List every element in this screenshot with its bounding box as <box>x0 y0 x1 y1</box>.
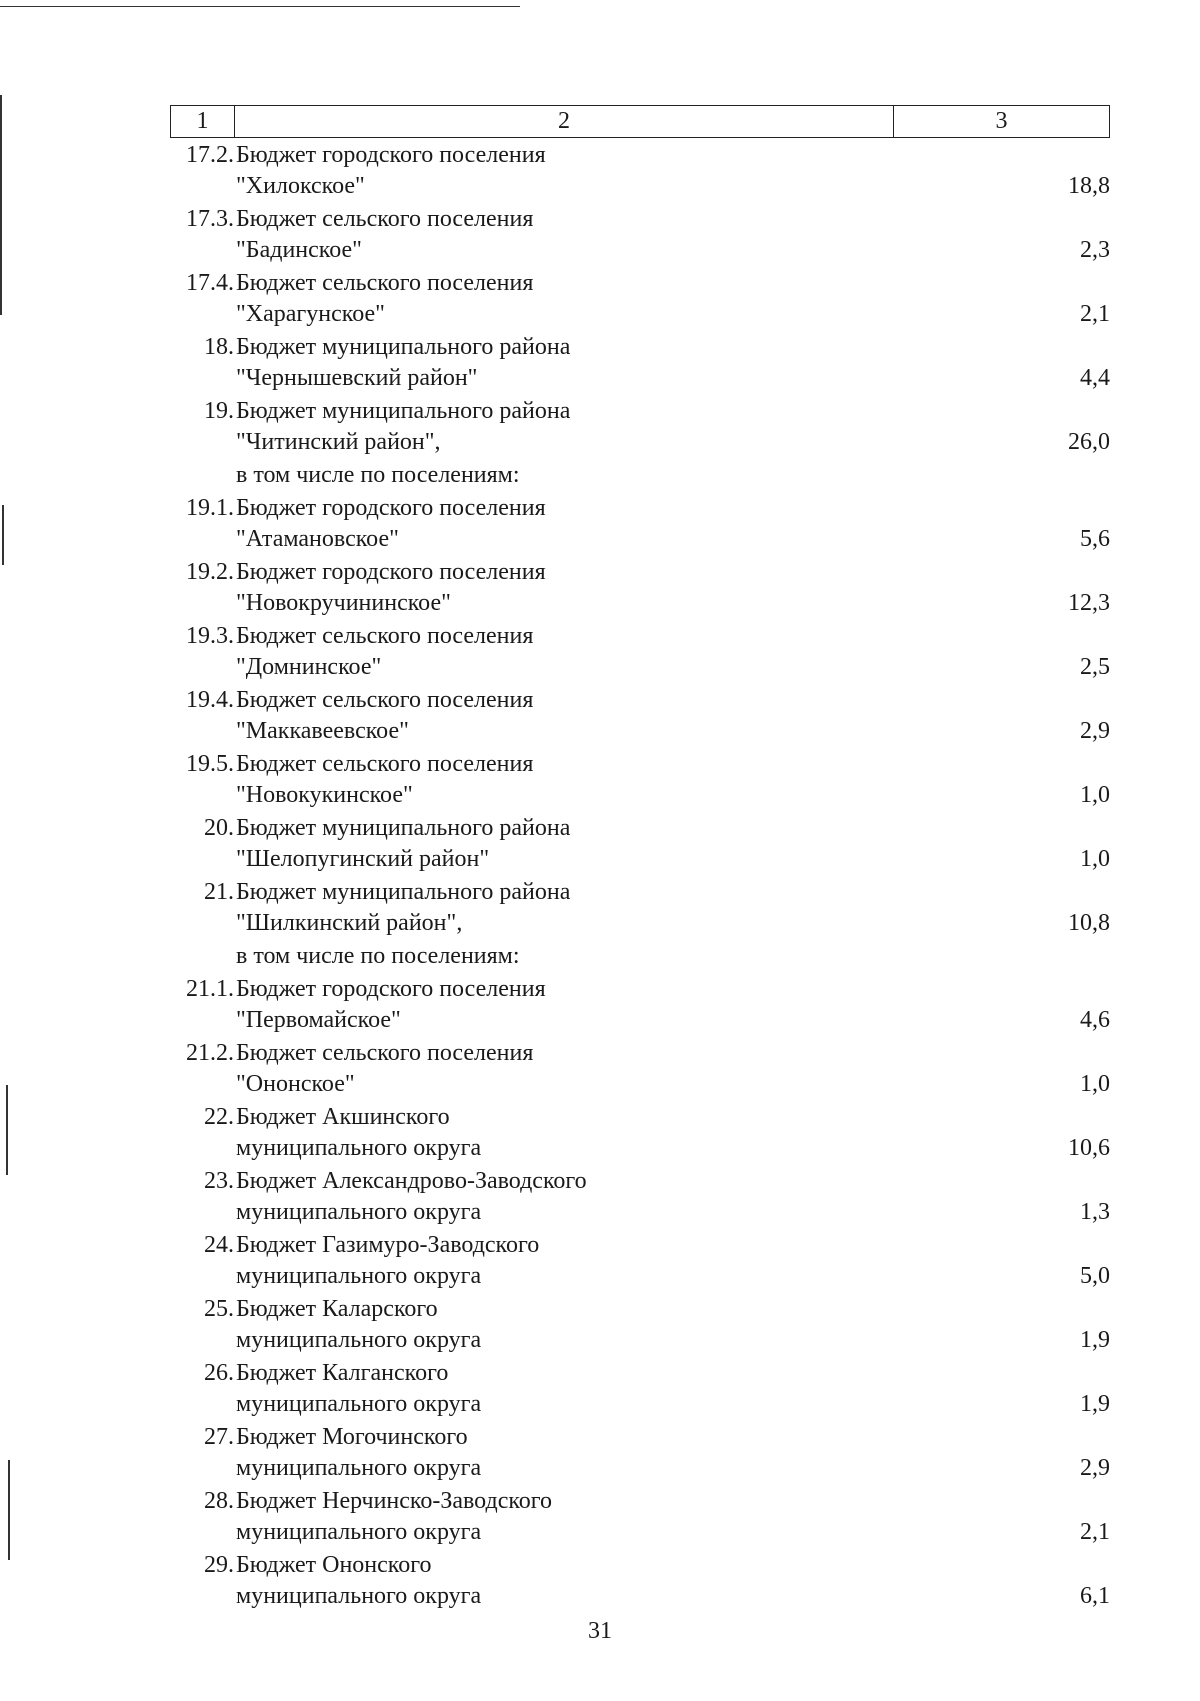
table-row <box>170 493 1110 555</box>
row-title: Бюджет муниципального района <box>236 398 571 424</box>
table-row <box>170 396 1110 458</box>
row-title: Бюджет городского поселения <box>236 495 546 521</box>
row-value: 2,1 <box>1080 301 1110 327</box>
scan-artifact-left-edge <box>2 505 4 565</box>
row-title: Бюджет Могочинского <box>236 1424 468 1450</box>
row-title: Бюджет городского поселения <box>236 142 546 168</box>
table-row <box>170 621 1110 683</box>
table-row <box>170 1486 1110 1548</box>
row-value: 5,6 <box>1080 526 1110 552</box>
row-value: 4,4 <box>1080 365 1110 391</box>
row-title: Бюджет муниципального района <box>236 879 571 905</box>
row-value: 2,5 <box>1080 654 1110 680</box>
row-number: 27. <box>204 1424 234 1450</box>
row-subtitle: "Чернышевский район" <box>236 365 478 391</box>
row-value: 5,0 <box>1080 1263 1110 1289</box>
table-row <box>170 1166 1110 1228</box>
row-title: в том числе по поселениям: <box>236 462 520 488</box>
scan-artifact-top-line <box>0 6 520 7</box>
row-value: 10,8 <box>1068 910 1110 936</box>
row-title: Бюджет сельского поселения <box>236 270 534 296</box>
row-number: 23. <box>204 1168 234 1194</box>
row-number: 19.1. <box>186 495 234 521</box>
row-subtitle: "Ононское" <box>236 1071 355 1097</box>
row-subtitle: "Новокукинское" <box>236 782 413 808</box>
row-number: 18. <box>204 334 234 360</box>
table-header <box>170 105 1110 138</box>
row-subtitle: "Новокручининское" <box>236 590 451 616</box>
table-row <box>170 140 1110 202</box>
row-number: 22. <box>204 1104 234 1130</box>
table-row <box>170 1038 1110 1100</box>
row-value: 1,9 <box>1080 1391 1110 1417</box>
row-value: 10,6 <box>1068 1135 1110 1161</box>
row-value: 18,8 <box>1068 173 1110 199</box>
row-value: 1,0 <box>1080 1071 1110 1097</box>
table-row <box>170 204 1110 266</box>
row-value: 12,3 <box>1068 590 1110 616</box>
row-subtitle: муниципального округа <box>236 1583 482 1609</box>
scan-artifact-left-edge <box>0 95 2 315</box>
row-subtitle: муниципального округа <box>236 1391 482 1417</box>
row-title: Бюджет муниципального района <box>236 815 571 841</box>
row-value: 26,0 <box>1068 429 1110 455</box>
row-number: 28. <box>204 1488 234 1514</box>
table-row <box>170 1422 1110 1484</box>
row-subtitle: муниципального округа <box>236 1135 482 1161</box>
table-row <box>170 460 1110 491</box>
table-row <box>170 1230 1110 1292</box>
row-value: 1,3 <box>1080 1199 1110 1225</box>
row-subtitle: "Шилкинский район", <box>236 910 463 936</box>
scan-artifact-left-edge <box>8 1460 10 1560</box>
row-title: Бюджет Каларского <box>236 1296 438 1322</box>
row-title: Бюджет Александрово-Заводского <box>236 1168 587 1194</box>
row-title: Бюджет сельского поселения <box>236 206 534 232</box>
row-number: 21.1. <box>186 976 234 1002</box>
table-row <box>170 1294 1110 1356</box>
table-body <box>170 140 1110 1612</box>
row-number: 20. <box>204 815 234 841</box>
row-subtitle: муниципального округа <box>236 1519 482 1545</box>
row-number: 21.2. <box>186 1040 234 1066</box>
row-value: 2,1 <box>1080 1519 1110 1545</box>
row-value: 6,1 <box>1080 1583 1110 1609</box>
row-number: 21. <box>204 879 234 905</box>
row-subtitle: "Маккавеевское" <box>236 718 409 744</box>
row-number: 17.3. <box>186 206 234 232</box>
table-row <box>170 974 1110 1036</box>
row-number: 19.4. <box>186 687 234 713</box>
row-subtitle: муниципального округа <box>236 1455 482 1481</box>
row-value: 1,0 <box>1080 846 1110 872</box>
table-row <box>170 749 1110 811</box>
row-value: 1,0 <box>1080 782 1110 808</box>
row-value: 4,6 <box>1080 1007 1110 1033</box>
table-row <box>170 877 1110 939</box>
header-cell-value: 3 <box>995 108 1008 134</box>
row-value: 2,9 <box>1080 718 1110 744</box>
row-subtitle: "Бадинское" <box>236 237 362 263</box>
row-subtitle: "Шелопугинский район" <box>236 846 490 872</box>
page-number: 31 <box>588 1618 612 1644</box>
row-title: Бюджет Калганского <box>236 1360 449 1386</box>
row-subtitle: муниципального округа <box>236 1199 482 1225</box>
row-subtitle: муниципального округа <box>236 1327 482 1353</box>
table-row <box>170 685 1110 747</box>
row-title: Бюджет сельского поселения <box>236 623 534 649</box>
row-subtitle: "Читинский район", <box>236 429 441 455</box>
row-number: 24. <box>204 1232 234 1258</box>
table-row <box>170 1358 1110 1420</box>
row-title: Бюджет городского поселения <box>236 976 546 1002</box>
row-number: 19.5. <box>186 751 234 777</box>
row-title: Бюджет городского поселения <box>236 559 546 585</box>
row-number: 26. <box>204 1360 234 1386</box>
row-value: 1,9 <box>1080 1327 1110 1353</box>
row-number: 19. <box>204 398 234 424</box>
row-title: Бюджет Акшинского <box>236 1104 450 1130</box>
row-title: Бюджет Нерчинско-Заводского <box>236 1488 553 1514</box>
row-title: в том числе по поселениям: <box>236 943 520 969</box>
table-row <box>170 1550 1110 1612</box>
row-subtitle: "Первомайское" <box>236 1007 401 1033</box>
table-row <box>170 1102 1110 1164</box>
row-number: 19.2. <box>186 559 234 585</box>
row-title: Бюджет сельского поселения <box>236 751 534 777</box>
row-title: Бюджет муниципального района <box>236 334 571 360</box>
row-number: 25. <box>204 1296 234 1322</box>
table-row <box>170 332 1110 394</box>
row-number: 17.2. <box>186 142 234 168</box>
table-row <box>170 813 1110 875</box>
row-number: 29. <box>204 1552 234 1578</box>
row-title: Бюджет Газимуро-Заводского <box>236 1232 540 1258</box>
row-title: Бюджет сельского поселения <box>236 687 534 713</box>
row-value: 2,3 <box>1080 237 1110 263</box>
row-number: 19.3. <box>186 623 234 649</box>
row-number: 17.4. <box>186 270 234 296</box>
row-title: Бюджет сельского поселения <box>236 1040 534 1066</box>
row-title: Бюджет Ононского <box>236 1552 432 1578</box>
row-value: 2,9 <box>1080 1455 1110 1481</box>
row-subtitle: муниципального округа <box>236 1263 482 1289</box>
table-row <box>170 941 1110 972</box>
table-row <box>170 557 1110 619</box>
row-subtitle: "Хилокское" <box>236 173 365 199</box>
table-row <box>170 268 1110 330</box>
row-subtitle: "Атамановское" <box>236 526 399 552</box>
header-cell-number: 1 <box>171 106 235 137</box>
header-cell-name: 2 <box>235 106 894 137</box>
row-subtitle: "Харагунское" <box>236 301 385 327</box>
scan-artifact-left-edge <box>6 1085 8 1175</box>
row-subtitle: "Домнинское" <box>236 654 382 680</box>
